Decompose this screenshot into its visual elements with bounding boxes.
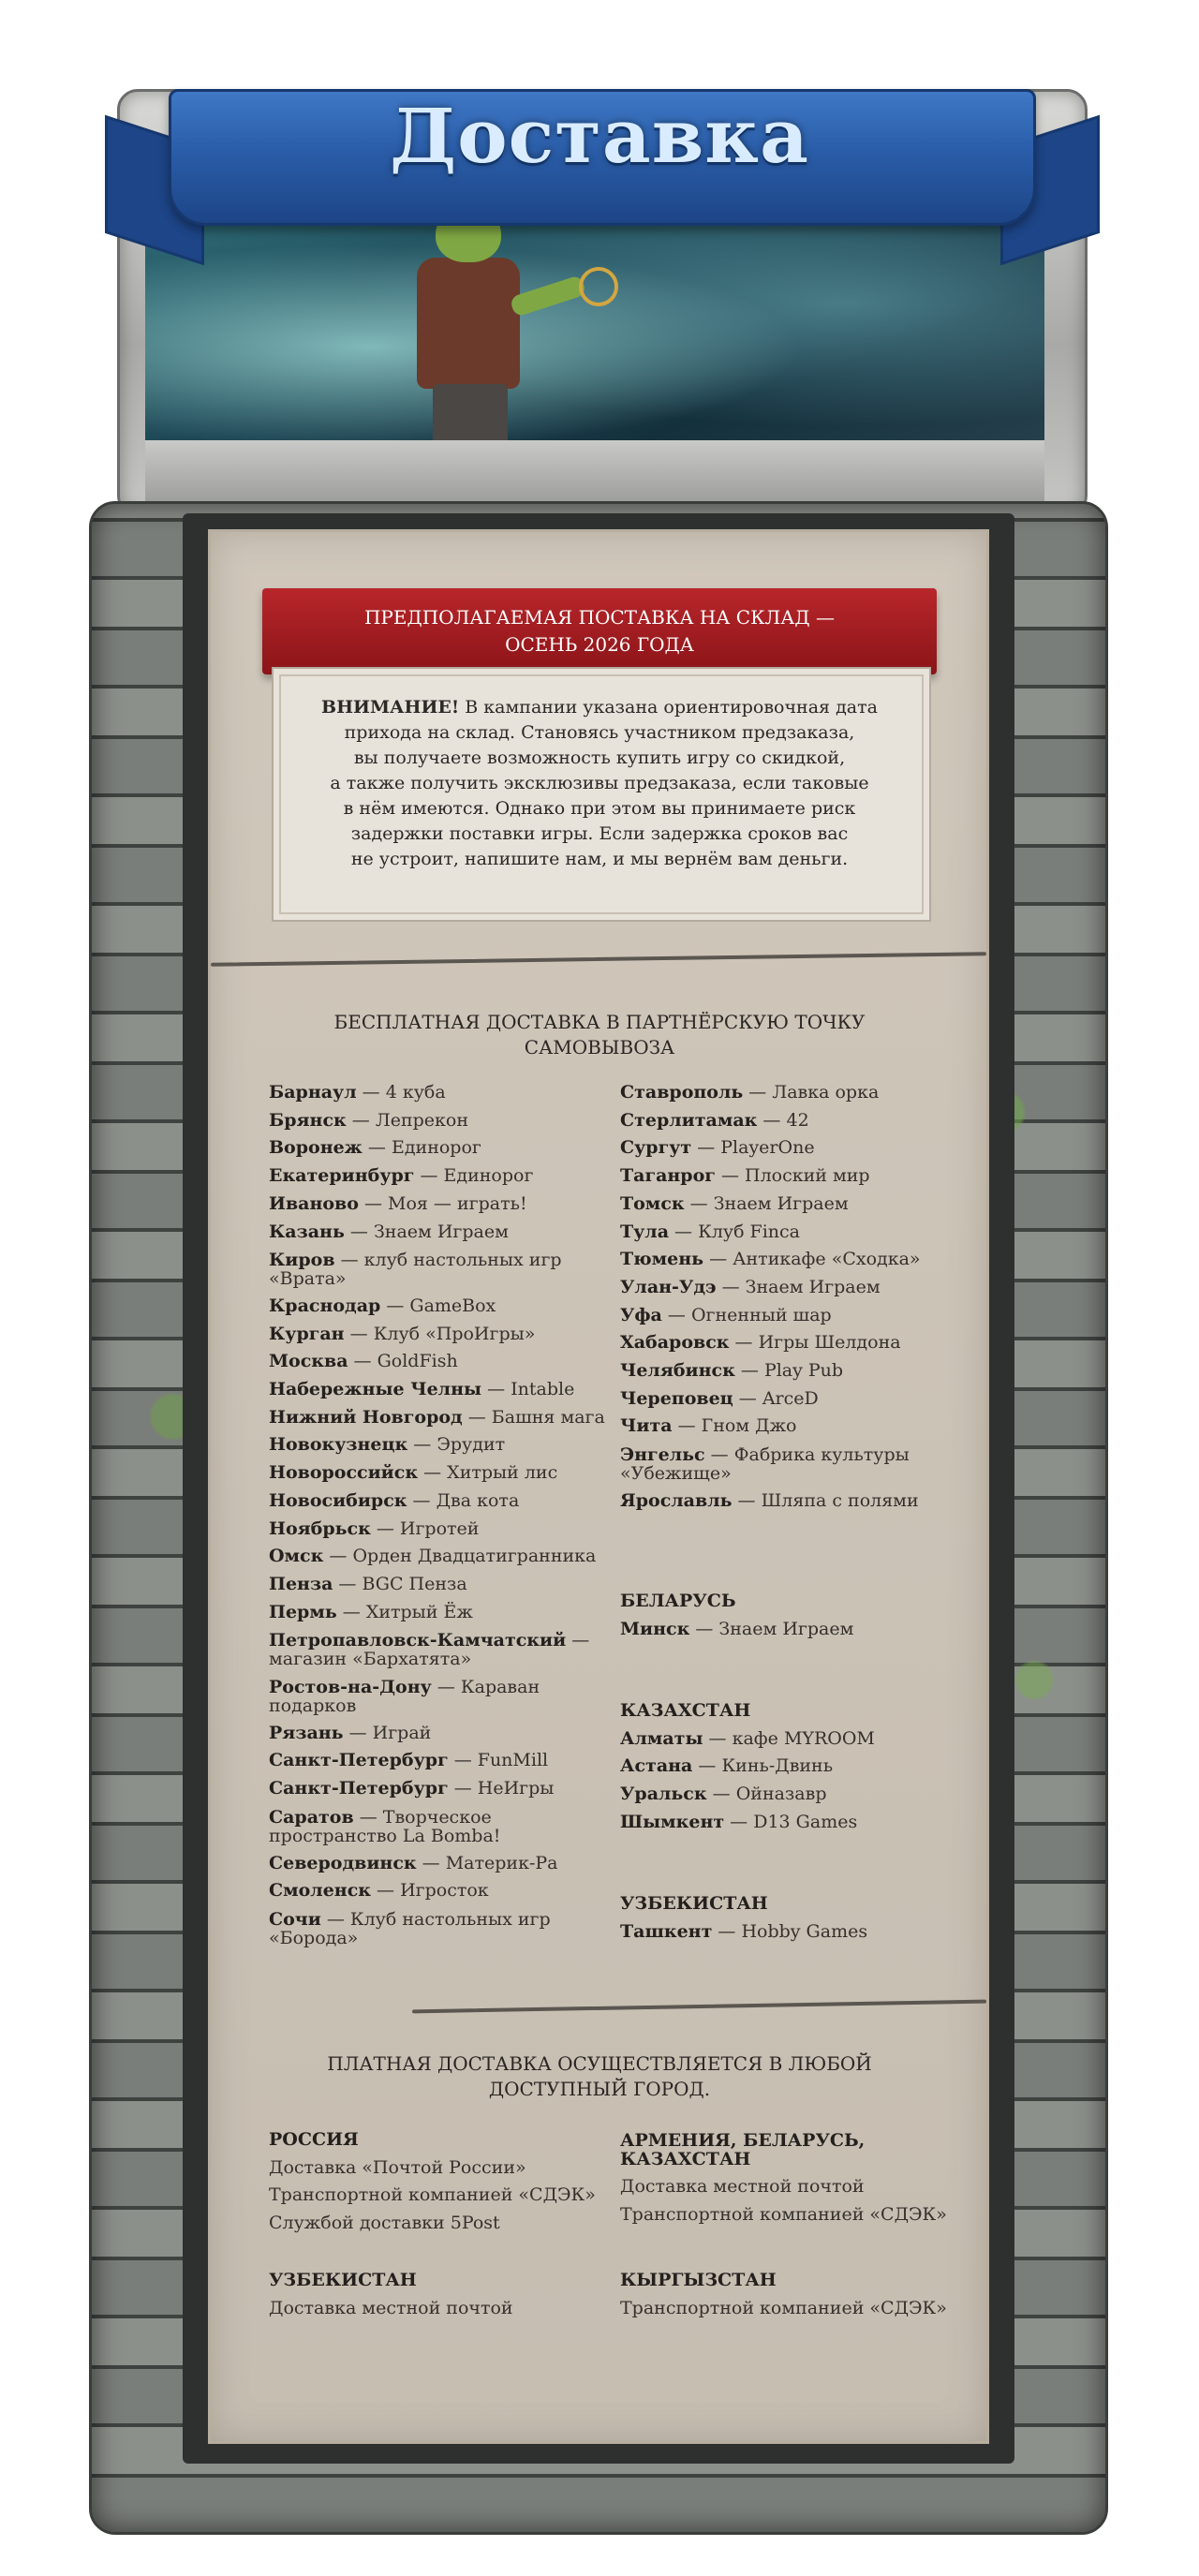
list-item xyxy=(269,1219,615,1247)
separator: — xyxy=(661,1304,691,1325)
city-name: Воронеж xyxy=(269,1137,363,1159)
list-item xyxy=(620,1441,976,1488)
place-name: Знаем Играем xyxy=(713,1192,849,1214)
city-name: Ноябрьск xyxy=(269,1517,371,1539)
place-name: Клуб настольных игр xyxy=(349,1908,551,1930)
heading-line: САМОВЫВОЗА xyxy=(524,1036,675,1059)
notice-line: не устроит, напишите нам, и мы вернём вам деньги. xyxy=(350,849,849,869)
list-item xyxy=(269,1079,615,1107)
city-name: Саратов xyxy=(269,1806,354,1828)
city-name: Чита xyxy=(620,1415,673,1437)
separator: — xyxy=(715,1165,746,1187)
place-name: Творческое xyxy=(382,1806,492,1828)
city-name: Ростов-на-Дону xyxy=(269,1677,432,1698)
list-item xyxy=(620,1134,976,1162)
separator: — xyxy=(418,1462,448,1484)
list-item xyxy=(269,1626,615,1673)
list-item xyxy=(269,1107,615,1135)
city-name: Ставрополь xyxy=(620,1082,744,1103)
list-item xyxy=(269,1775,615,1803)
place-name: Клуб Finca xyxy=(698,1221,801,1242)
place-name: Игросток xyxy=(400,1880,489,1902)
city-name: Киров xyxy=(269,1250,335,1271)
city-name: Новосибирск xyxy=(269,1489,407,1511)
separator: — xyxy=(362,1137,392,1159)
keys-icon xyxy=(579,267,618,306)
place-name-cont: «Врата» xyxy=(269,1268,347,1290)
city-name: Сургут xyxy=(620,1137,692,1159)
place-name-cont: магазин «Бархатята» xyxy=(269,1649,472,1670)
city-name: Барнаул xyxy=(269,1082,357,1103)
separator: — xyxy=(343,1722,373,1743)
header-illustration xyxy=(145,187,1044,478)
belarus-block xyxy=(620,1588,976,1643)
list-item: Доставка «Почтой России» xyxy=(269,2156,526,2178)
place-name: Орден Двадцатигранника xyxy=(352,1546,597,1567)
russia-block xyxy=(269,2126,615,2238)
list-item xyxy=(620,1191,976,1219)
city-name: Краснодар xyxy=(269,1295,381,1316)
place-name: Лавка орка xyxy=(772,1082,880,1103)
city-name: Курган xyxy=(269,1323,345,1344)
place-name: ArceD xyxy=(762,1387,819,1409)
list-item xyxy=(620,1274,976,1302)
place-name: FunMill xyxy=(477,1750,549,1771)
separator: — xyxy=(566,1630,590,1651)
list-item xyxy=(620,1357,976,1385)
list-item xyxy=(269,1673,615,1720)
list-item xyxy=(269,1404,615,1432)
free-delivery-right-column xyxy=(620,1079,976,1516)
list-item xyxy=(620,1488,976,1516)
separator: — xyxy=(703,1249,733,1270)
city-name: Санкт-Петербург xyxy=(269,1778,449,1799)
notice-line: задержки поставки игры. Если задержка сроков вас xyxy=(350,823,849,844)
uzbekistan-free-block xyxy=(620,1890,976,1946)
city-name: Казань xyxy=(269,1221,345,1242)
list-item xyxy=(269,1516,615,1544)
place-name: Башня мага xyxy=(491,1406,605,1428)
separator: — xyxy=(344,1221,374,1242)
place-name: Материк-Ра xyxy=(445,1852,558,1873)
separator: — xyxy=(732,1489,762,1511)
place-name: Играй xyxy=(372,1722,432,1743)
list-item xyxy=(620,1385,976,1414)
kyrgyzstan-block xyxy=(620,2267,976,2322)
separator: — xyxy=(370,1517,400,1539)
list-item: Транспортной компанией «СДЭК» xyxy=(620,2203,947,2225)
separator: — xyxy=(323,1546,353,1567)
city-name: Ярославль xyxy=(620,1489,733,1511)
place-name: Игротей xyxy=(399,1517,480,1539)
place-name: Единорог xyxy=(443,1165,534,1187)
place-name: Антикафе «Сходка» xyxy=(733,1249,921,1270)
city-name: Пермь xyxy=(269,1601,337,1622)
free-delivery-heading xyxy=(281,1010,918,1060)
separator: — xyxy=(416,1852,446,1873)
paid-delivery-heading xyxy=(281,2051,918,2102)
list-item: Ташкент — Hobby Games xyxy=(620,1920,868,1942)
notice-line: В кампании указана ориентировочная дата xyxy=(465,697,878,718)
list-item: Доставка местной почтой xyxy=(620,2176,865,2197)
city-name: Таганрог xyxy=(620,1165,716,1187)
list-item xyxy=(269,1431,615,1459)
separator: — xyxy=(380,1295,410,1316)
kazakhstan-block xyxy=(620,1697,976,1837)
place-name: 4 куба xyxy=(385,1082,446,1103)
place-name: Лепрекон xyxy=(375,1109,469,1131)
place-name: Знаем Играем xyxy=(373,1221,509,1242)
separator: — xyxy=(734,1360,764,1382)
city-name: Сочи xyxy=(269,1908,321,1930)
separator: — xyxy=(344,1323,374,1344)
place-name: клуб настольных игр xyxy=(363,1250,562,1271)
list-item xyxy=(620,1413,976,1441)
place-name: Хитрый лис xyxy=(447,1462,558,1484)
separator: — xyxy=(358,1192,389,1214)
place-name: Два кота xyxy=(436,1489,520,1511)
notice-line: вы получаете возможность купить игру со скидкой, xyxy=(353,748,846,768)
city-name: Новороссийск xyxy=(269,1462,419,1484)
separator: — xyxy=(462,1406,492,1428)
uzbekistan-title: УЗБЕКИСТАН xyxy=(620,1893,768,1914)
city-name: Улан-Удэ xyxy=(620,1276,717,1297)
place-name: Единорог xyxy=(391,1137,481,1159)
list-item xyxy=(269,1246,615,1293)
city-name: Брянск xyxy=(269,1109,347,1131)
separator: — xyxy=(356,1082,386,1103)
list-item xyxy=(269,1543,615,1571)
notice-lead: ВНИМАНИЕ! xyxy=(321,697,460,718)
place-name: 42 xyxy=(786,1109,809,1131)
city-name: Стерлитамак xyxy=(620,1109,758,1131)
header-stone-ledge xyxy=(145,440,1044,506)
list-item xyxy=(620,1079,976,1107)
list-item xyxy=(620,1329,976,1357)
notice-line: в нём имеются. Однако при этом вы принимаете риск xyxy=(343,798,856,819)
list-item xyxy=(269,1877,615,1905)
list-item: Шымкент — D13 Games xyxy=(620,1811,858,1832)
city-name: Челябинск xyxy=(620,1360,735,1382)
place-name: Хитрый Ёж xyxy=(365,1601,473,1622)
list-item: Транспортной компанией «СДЭК» xyxy=(269,2184,596,2206)
city-name: Тула xyxy=(620,1221,670,1242)
kazakhstan-title: КАЗАХСТАН xyxy=(620,1700,751,1721)
place-name: НеИгры xyxy=(477,1778,555,1799)
list-item xyxy=(620,1107,976,1135)
heading-line: ДОСТУПНЫЙ ГОРОД. xyxy=(488,2078,711,2100)
place-name-cont: пространство La Bomba! xyxy=(269,1825,501,1846)
city-name: Череповец xyxy=(620,1387,733,1409)
city-name: Северодвинск xyxy=(269,1852,417,1873)
city-name: Рязань xyxy=(269,1722,344,1743)
city-name: Петропавловск-Камчатский xyxy=(269,1630,567,1651)
free-delivery-left-column xyxy=(269,1079,615,1952)
city-name: Тюмень xyxy=(620,1249,704,1270)
place-name: Плоский мир xyxy=(745,1165,870,1187)
list-item xyxy=(269,1162,615,1191)
place-name-cont: подарков xyxy=(269,1695,357,1717)
heading-line: ПЛАТНАЯ ДОСТАВКА ОСУЩЕСТВЛЯЕТСЯ В ЛЮБОЙ xyxy=(327,2052,872,2075)
list-item: Минск — Знаем Играем xyxy=(620,1618,854,1639)
notice-line: прихода на склад. Становясь участником предзаказа, xyxy=(344,722,855,743)
list-item xyxy=(269,1488,615,1516)
notice-line: а также получить эксклюзивы предзаказа, если таковые xyxy=(330,773,869,793)
separator: — xyxy=(334,1250,364,1271)
list-item xyxy=(620,1246,976,1274)
separator: — xyxy=(353,1806,383,1828)
estimate-banner xyxy=(262,588,937,674)
list-item: Астана — Кинь-Двинь xyxy=(620,1755,834,1777)
city-name: Уфа xyxy=(620,1304,662,1325)
abk-title-line-2: КАЗАХСТАН xyxy=(620,2149,751,2169)
city-name: Омск xyxy=(269,1546,324,1567)
place-name: GoldFish xyxy=(377,1351,458,1372)
list-item xyxy=(269,1905,615,1952)
city-name: Хабаровск xyxy=(620,1332,730,1354)
place-name: BGC Пенза xyxy=(362,1573,467,1594)
list-item xyxy=(620,1219,976,1247)
place-name-cont: «Убежище» xyxy=(620,1463,732,1485)
place-name: Intable xyxy=(511,1379,575,1400)
city-name: Москва xyxy=(269,1351,348,1372)
list-item: Службой доставки 5Post xyxy=(269,2213,500,2234)
separator: — xyxy=(733,1387,762,1409)
place-name: Огненный шар xyxy=(690,1304,832,1325)
city-name: Екатеринбург xyxy=(269,1165,415,1187)
goblin-figure xyxy=(417,258,520,389)
separator: — xyxy=(414,1165,444,1187)
list-item xyxy=(269,1293,615,1321)
place-name: PlayerOne xyxy=(720,1137,815,1159)
uzbekistan-paid-block xyxy=(269,2267,615,2322)
place-name: Эрудит xyxy=(437,1434,506,1456)
abk-title-line-1: АРМЕНИЯ, БЕЛАРУСЬ, xyxy=(620,2130,866,2151)
separator: — xyxy=(669,1221,699,1242)
list-item xyxy=(269,1747,615,1775)
separator: — xyxy=(684,1192,714,1214)
list-item xyxy=(620,1162,976,1191)
notice-text xyxy=(300,695,899,872)
place-name: Play Pub xyxy=(763,1360,844,1382)
list-item xyxy=(269,1720,615,1748)
place-name: Клуб «ПроИгры» xyxy=(373,1323,536,1344)
place-name: Знаем Играем xyxy=(745,1276,881,1297)
uzbekistan-paid-title: УЗБЕКИСТАН xyxy=(269,2270,417,2290)
city-name: Пенза xyxy=(269,1573,333,1594)
page-title: Доставка xyxy=(390,92,809,180)
separator: — xyxy=(757,1109,787,1131)
list-item xyxy=(269,1459,615,1488)
separator: — xyxy=(346,1109,376,1131)
city-name: Томск xyxy=(620,1192,685,1214)
city-name: Смоленск xyxy=(269,1880,371,1902)
separator: — xyxy=(481,1379,511,1400)
list-item xyxy=(269,1599,615,1627)
separator: — xyxy=(704,1444,734,1466)
list-item: Транспортной компанией «СДЭК» xyxy=(620,2297,947,2318)
list-item xyxy=(269,1850,615,1878)
separator: — xyxy=(333,1573,363,1594)
place-name: Фабрика культуры xyxy=(733,1444,910,1466)
separator: — xyxy=(448,1778,478,1799)
separator: — xyxy=(370,1880,401,1902)
place-name: Шляпа с полями xyxy=(761,1489,919,1511)
estimate-line-2: ОСЕНЬ 2026 ГОДА xyxy=(505,633,694,656)
list-item xyxy=(269,1348,615,1376)
separator: — xyxy=(407,1434,437,1456)
list-item xyxy=(269,1803,615,1850)
list-item xyxy=(620,1302,976,1330)
city-name: Иваново xyxy=(269,1192,359,1214)
separator: — xyxy=(672,1415,702,1437)
separator: — xyxy=(448,1750,478,1771)
list-item: Уральск — Ойназавр xyxy=(620,1784,827,1805)
place-name: Гном Джо xyxy=(701,1415,797,1437)
kyrgyzstan-title: КЫРГЫЗСТАН xyxy=(620,2270,777,2290)
separator: — xyxy=(716,1276,746,1297)
city-name: Нижний Новгород xyxy=(269,1406,463,1428)
separator: — xyxy=(348,1351,377,1372)
list-item: Алматы — кафе MYROOM xyxy=(620,1727,875,1749)
place-name: Игры Шелдона xyxy=(758,1332,901,1354)
list-item xyxy=(269,1191,615,1219)
heading-line: БЕСПЛАТНАЯ ДОСТАВКА В ПАРТНЁРСКУЮ ТОЧКУ xyxy=(333,1011,866,1033)
list-item xyxy=(269,1321,615,1349)
place-name: Караван xyxy=(460,1677,540,1698)
list-item xyxy=(269,1376,615,1404)
separator: — xyxy=(743,1082,773,1103)
city-name: Набережные Челны xyxy=(269,1379,482,1400)
separator: — xyxy=(320,1908,350,1930)
separator: — xyxy=(691,1137,721,1159)
place-name: GameBox xyxy=(409,1295,496,1316)
separator: — xyxy=(336,1601,366,1622)
list-item: Доставка местной почтой xyxy=(269,2297,513,2318)
estimate-line-1: ПРЕДПОЛАГАЕМАЯ ПОСТАВКА НА СКЛАД — xyxy=(363,606,836,629)
list-item xyxy=(269,1571,615,1599)
city-name: Новокузнецк xyxy=(269,1434,408,1456)
russia-title: РОССИЯ xyxy=(269,2129,359,2150)
separator: — xyxy=(431,1677,461,1698)
city-name: Санкт-Петербург xyxy=(269,1750,449,1771)
place-name: Моя — играть! xyxy=(388,1192,527,1214)
separator: — xyxy=(407,1489,437,1511)
list-item xyxy=(269,1134,615,1162)
place-name-cont: «Борода» xyxy=(269,1927,359,1948)
abk-block xyxy=(620,2131,976,2228)
city-name: Энгельс xyxy=(620,1444,705,1466)
separator: — xyxy=(729,1332,759,1354)
belarus-title: БЕЛАРУСЬ xyxy=(620,1591,736,1611)
